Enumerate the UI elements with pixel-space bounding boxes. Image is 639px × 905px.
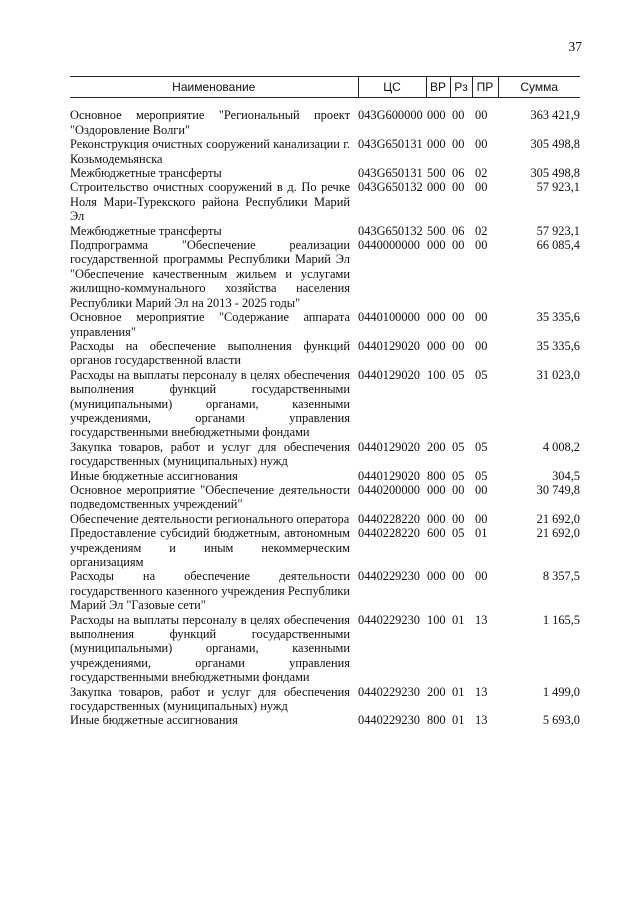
cell-name: Расходы на обеспечение деятельности государственного казенного учреждения Республики Марий Эл "Газовые сети" — [70, 569, 350, 613]
cell-pr: 02 — [475, 166, 488, 181]
cell-sum: 30 749,8 — [536, 482, 580, 497]
cell-sum: 21 692,0 — [536, 511, 580, 526]
table-body — [70, 108, 580, 727]
cell-name: Подпрограмма "Обеспечение реализации государственной программы Республики Марий Эл "Обеспечение качественным жильем и услугами жилищно-коммунального хозяйства населения Республики Марий Эл на 2013 - 2025 годы" — [70, 238, 350, 310]
cell-cs: 0440129020 — [358, 338, 420, 353]
cell-sum: 4 008,2 — [542, 439, 580, 454]
cell-pr: 00 — [475, 137, 488, 152]
cell-pr: 00 — [475, 180, 488, 195]
budget-table-container — [70, 76, 580, 728]
cell-vr: 000 — [427, 137, 446, 152]
cell-rz: 00 — [452, 482, 465, 497]
page-number: 37 — [568, 39, 582, 54]
cell-name: Основное мероприятие "Содержание аппарата управления" — [70, 310, 350, 339]
cell-rz: 05 — [452, 367, 465, 382]
cell-name: Расходы на выплаты персоналу в целях обеспечения выполнения функций государственными (муниципальными) органами, казенными учреждениями, органами управления государственными внебюджетными фондами — [70, 367, 350, 440]
header-pr: ПР — [472, 77, 498, 98]
cell-pr: 05 — [475, 367, 488, 382]
cell-name: Иные бюджетные ассигнования — [70, 468, 238, 483]
cell-vr: 100 — [427, 367, 446, 382]
table-row — [70, 310, 580, 339]
cell-rz: 00 — [452, 137, 465, 152]
cell-vr: 500 — [427, 223, 446, 238]
cell-rz: 00 — [452, 108, 465, 123]
cell-vr: 000 — [427, 180, 446, 195]
cell-sum: 304,5 — [552, 468, 580, 483]
cell-cs: 0440228220 — [358, 526, 420, 541]
cell-name: Основное мероприятие "Региональный проект "Оздоровление Волги" — [70, 108, 350, 137]
cell-sum: 305 498,8 — [530, 166, 580, 181]
cell-rz: 00 — [452, 238, 465, 253]
cell-sum: 31 023,0 — [536, 367, 580, 382]
cell-vr: 000 — [427, 511, 446, 526]
cell-cs: 0440000000 — [358, 238, 420, 253]
cell-name: Закупка товаров, работ и услуг для обеспечения государственных (муниципальных) нужд — [70, 684, 350, 714]
cell-cs: 0440129020 — [358, 439, 420, 454]
cell-sum: 35 335,6 — [536, 310, 580, 325]
cell-sum: 35 335,6 — [536, 338, 580, 353]
cell-pr: 00 — [475, 238, 488, 253]
table-row — [70, 368, 580, 440]
cell-cs: 0440129020 — [358, 468, 420, 483]
cell-pr: 00 — [475, 108, 488, 123]
cell-rz: 05 — [452, 526, 465, 541]
budget-table — [70, 76, 580, 728]
table-row — [70, 613, 580, 685]
cell-pr: 01 — [475, 526, 488, 541]
table-row — [70, 483, 580, 512]
cell-vr: 100 — [427, 612, 446, 627]
table-row — [70, 166, 580, 180]
cell-rz: 00 — [452, 310, 465, 325]
cell-pr: 00 — [475, 569, 488, 584]
cell-cs: 0440100000 — [358, 310, 420, 325]
table-row — [70, 569, 580, 612]
cell-rz: 01 — [452, 684, 465, 699]
cell-cs: 043G650131 — [358, 137, 423, 152]
cell-vr: 000 — [427, 482, 446, 497]
cell-sum: 8 357,5 — [542, 569, 580, 584]
header-name: Наименование — [70, 77, 358, 98]
cell-name: Межбюджетные трансферты — [70, 166, 222, 181]
cell-rz: 00 — [452, 511, 465, 526]
cell-cs: 0440229230 — [358, 713, 420, 728]
cell-pr: 05 — [475, 439, 488, 454]
cell-rz: 06 — [452, 166, 465, 181]
cell-vr: 600 — [427, 526, 446, 541]
cell-sum: 363 421,9 — [530, 108, 580, 123]
header-sum: Сумма — [498, 77, 580, 98]
cell-name: Расходы на выплаты персоналу в целях обеспечения выполнения функций государственными (муниципальными) органами, казенными учреждениями, органами управления государственными внебюджетными фондами — [70, 612, 350, 685]
cell-cs: 0440228220 — [358, 511, 420, 526]
cell-vr: 000 — [427, 338, 446, 353]
cell-name: Иные бюджетные ассигнования — [70, 713, 238, 728]
table-header — [70, 77, 580, 109]
cell-sum: 5 693,0 — [542, 713, 580, 728]
table-row — [70, 713, 580, 727]
cell-rz: 00 — [452, 338, 465, 353]
cell-pr: 13 — [475, 713, 488, 728]
cell-pr: 00 — [475, 511, 488, 526]
table-row — [70, 339, 580, 368]
cell-cs: 043G650131 — [358, 166, 423, 181]
cell-pr: 13 — [475, 684, 488, 699]
table-row — [70, 512, 580, 526]
cell-name: Предоставление субсидий бюджетным, автономным учреждениям и иным некоммерческим организациям — [70, 526, 350, 569]
cell-rz: 01 — [452, 612, 465, 627]
cell-sum: 305 498,8 — [530, 137, 580, 152]
table-row — [70, 440, 580, 469]
cell-vr: 500 — [427, 166, 446, 181]
table-row — [70, 469, 580, 483]
cell-sum: 1 165,5 — [542, 612, 580, 627]
cell-name: Основное мероприятие "Обеспечение деятельности подведомственных учреждений" — [70, 482, 350, 512]
cell-name: Реконструкция очистных сооружений канализации г. Козьмодемьянска — [70, 137, 350, 166]
cell-vr: 800 — [427, 468, 446, 483]
cell-name: Закупка товаров, работ и услуг для обеспечения государственных (муниципальных) нужд — [70, 439, 350, 469]
cell-vr: 800 — [427, 713, 446, 728]
cell-rz: 01 — [452, 713, 465, 728]
header-rz: Рз — [450, 77, 472, 98]
cell-rz: 05 — [452, 468, 465, 483]
cell-pr: 05 — [475, 468, 488, 483]
table-row — [70, 180, 580, 223]
cell-vr: 000 — [427, 238, 446, 253]
cell-rz: 00 — [452, 180, 465, 195]
cell-vr: 200 — [427, 684, 446, 699]
cell-vr: 200 — [427, 439, 446, 454]
cell-name: Строительство очистных сооружений в д. По речке Ноля Мари-Турекского района Республики Марий Эл — [70, 180, 350, 224]
cell-cs: 0440200000 — [358, 482, 420, 497]
cell-pr: 00 — [475, 310, 488, 325]
header-vr: ВР — [426, 77, 450, 98]
cell-cs: 043G600000 — [358, 108, 423, 123]
table-row — [70, 526, 580, 569]
cell-pr: 02 — [475, 223, 488, 238]
table-row — [70, 137, 580, 166]
table-row — [70, 685, 580, 714]
cell-sum: 57 923,1 — [536, 223, 580, 238]
cell-rz: 05 — [452, 439, 465, 454]
cell-sum: 21 692,0 — [536, 526, 580, 541]
cell-sum: 1 499,0 — [542, 684, 580, 699]
cell-name: Межбюджетные трансферты — [70, 223, 222, 238]
cell-sum: 66 085,4 — [536, 238, 580, 253]
cell-pr: 13 — [475, 612, 488, 627]
cell-rz: 00 — [452, 569, 465, 584]
cell-pr: 00 — [475, 482, 488, 497]
cell-cs: 043G650132 — [358, 180, 423, 195]
table-row — [70, 238, 580, 310]
cell-cs: 0440129020 — [358, 367, 420, 382]
header-cs: ЦС — [358, 77, 426, 98]
cell-cs: 0440229230 — [358, 612, 420, 627]
cell-pr: 00 — [475, 338, 488, 353]
table-row — [70, 108, 580, 137]
cell-vr: 000 — [427, 108, 446, 123]
cell-vr: 000 — [427, 569, 446, 584]
cell-name: Расходы на обеспечение выполнения функций органов государственной власти — [70, 338, 350, 368]
cell-cs: 043G650132 — [358, 223, 423, 238]
cell-name: Обеспечение деятельности регионального оператора — [70, 511, 350, 526]
cell-rz: 06 — [452, 223, 465, 238]
cell-cs: 0440229230 — [358, 569, 420, 584]
cell-vr: 000 — [427, 310, 446, 325]
cell-sum: 57 923,1 — [536, 180, 580, 195]
cell-cs: 0440229230 — [358, 684, 420, 699]
table-row — [70, 224, 580, 238]
